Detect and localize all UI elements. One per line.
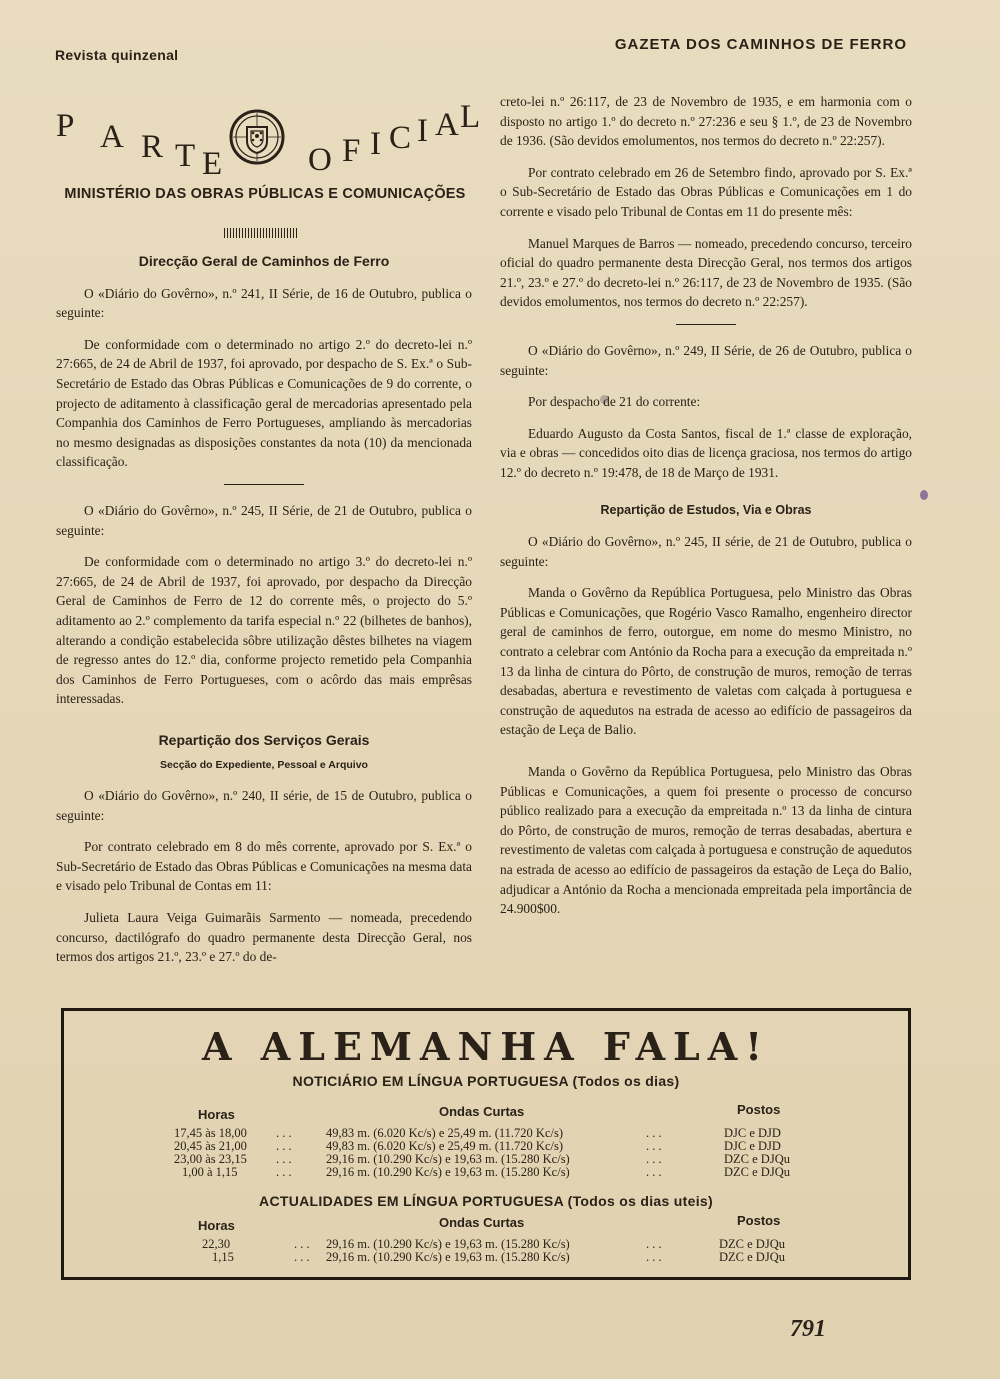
header-publication-title: GAZETA DOS CAMINHOS DE FERRO — [614, 36, 907, 53]
paragraph: O «Diário do Govêrno», n.º 245, II série, de 21 de Outubro, publica o seguinte: — [500, 534, 912, 569]
paragraph: O «Diário do Govêrno», n.º 249, II Série, de 26 de Outubro, publica o seguinte: — [500, 342, 912, 378]
schedule-dots: . . . — [276, 1139, 292, 1153]
schedule-dots: . . . — [646, 1152, 662, 1166]
schedule-horas: 22,30 — [202, 1237, 231, 1251]
masthead-letter: R — [141, 129, 164, 165]
paragraph: Julieta Laura Veiga Guimarãis Sarmento — nomeada, precedendo concurso, dactilógrafo do quadro permanente desta Direcção Geral, nos termos dos artigos 21.º, 23.º e 27.º do de- — [56, 910, 472, 965]
right-column — [500, 92, 912, 931]
masthead-letter: P — [56, 108, 75, 144]
masthead-letter: T — [175, 138, 196, 174]
ministry-title: MINISTÉRIO DAS OBRAS PÚBLICAS E COMUNICAÇÕES — [64, 186, 466, 202]
schedule-postos: DZC e DJQu — [719, 1250, 785, 1264]
schedule-row — [64, 1166, 904, 1179]
schedule-ondas: 49,83 m. (6.020 Kc/s) e 25,49 m. (11.720 Kc/s) — [326, 1139, 564, 1153]
schedule-postos: DJC e DJD — [724, 1126, 781, 1140]
masthead-letter: O — [308, 142, 332, 178]
masthead-letter: A — [435, 107, 459, 143]
paragraph: Manuel Marques de Barros — nomeado, precedendo concurso, terceiro oficial do quadro permanente desta Direcção Geral, nos termos dos artigos 21.º, 23.º e 27.º do decreto-lei n.º 26:117, de 23 de Novembro de 1935. (São devidos emolumentos, nos termos do decreto n.º 22:257). — [500, 235, 912, 310]
paragraph: Manda o Govêrno da República Portuguesa, pelo Ministro das Obras Públicas e Comunicações, a quem foi presente o processo de concurso público realizado para a execução da empreitada n.º 13 da linha de cintura do Pôrto, de construção de muros, remoção de terras desabadas, abertura e revestimento de valetas com calçada à portuguesa e construção de aquedutos na estrada de acesso ao edifício de passageiros da estação de Leça do Balio, adjudicar a António da Rocha a mencionada empreitada pela importância de 24.900$00. — [500, 764, 912, 917]
schedule-dots: . . . — [276, 1126, 292, 1140]
section-heading: Repartição de Estudos, Via e Obras — [600, 502, 812, 517]
section-subheading: Secção do Expediente, Pessoal e Arquivo — [160, 759, 368, 772]
section-heading: Direcção Geral de Caminhos de Ferro — [138, 253, 390, 269]
paragraph: Por contrato celebrado em 8 do mês corrente, aprovado por S. Ex.ª o Sub-Secretário de Estado das Obras Públicas e Comunicações na mesma data e visado pelo Tribunal de Contas em 11: — [56, 839, 472, 894]
masthead-letter: I — [370, 126, 381, 162]
schedule-dots: . . . — [276, 1152, 292, 1166]
masthead-letter: I — [417, 113, 428, 149]
paragraph: O «Diário do Govêrno», n.º 241, II Série, de 16 de Outubro, publica o seguinte: — [56, 285, 472, 321]
schedule-dots: . . . — [646, 1237, 662, 1251]
ad-section-title: ACTUALIDADES EM LÍNGUA PORTUGUESA (Todos os dias uteis) — [259, 1193, 713, 1209]
column-header-horas: Horas — [198, 1218, 235, 1233]
paper-stain — [920, 490, 928, 500]
masthead-letter: C — [389, 120, 412, 156]
schedule-horas: 1,15 — [212, 1250, 234, 1264]
paragraph: De conformidade com o determinado no artigo 3.º do decreto-lei n.º 27:665, de 24 de Abril de 1937, foi aprovado, por despacho da Direcção Geral de Caminhos de Ferro de 12 do corrente mês, o projecto do 5.º aditamento ao 2.º complemento da tarifa especial n.º 22 (bilhetes de banhos), alterando a condição estabelecida sôbre utilização dêstes bilhetes na viagem de regresso antes do 12.º dia, conforme projecto remetido pela Companhia dos Caminhos de Ferro Portugueses, com o acôrdo das mais emprêsas interessadas. — [56, 554, 472, 707]
header-periodicity: Revista quinzenal — [55, 47, 179, 63]
schedule-ondas: 29,16 m. (10.290 Kc/s) e 19,63 m. (15.280 Kc/s) — [326, 1165, 570, 1179]
column-header-postos: Postos — [737, 1102, 781, 1117]
masthead-letter: F — [342, 133, 361, 169]
schedule-postos: DZC e DJQu — [719, 1237, 785, 1251]
schedule-ondas: 49,83 m. (6.020 Kc/s) e 25,49 m. (11.720 Kc/s) — [326, 1126, 564, 1140]
schedule-dots: . . . — [646, 1126, 662, 1140]
schedule-dots: . . . — [294, 1250, 310, 1264]
section-divider — [676, 324, 736, 325]
schedule-postos: DZC e DJQu — [724, 1152, 790, 1166]
paragraph: Por contrato celebrado em 26 de Setembro findo, aprovado por S. Ex.ª o Sub-Secretário de Estado das Obras Públicas e Comunicações em 1 do corrente e visado pelo Tribunal de Contas em 11 do presente mês: — [500, 164, 912, 219]
coat-of-arms-icon — [228, 108, 286, 166]
column-header-ondas: Ondas Curtas — [439, 1215, 525, 1230]
paragraph: O «Diário do Govêrno», n.º 240, II série, de 15 de Outubro, publica o seguinte: — [56, 788, 472, 823]
schedule-row — [64, 1251, 904, 1264]
column-header-horas: Horas — [198, 1107, 235, 1122]
schedule-horas: 1,00 à 1,15 — [182, 1165, 238, 1179]
schedule-horas: 20,45 às 21,00 — [174, 1139, 247, 1153]
ad-section-title: NOTICIÁRIO EM LÍNGUA PORTUGUESA (Todos os dias) — [292, 1073, 680, 1089]
schedule-ondas: 29,16 m. (10.290 Kc/s) e 19,63 m. (15.280 Kc/s) — [326, 1250, 570, 1264]
schedule-dots: . . . — [646, 1139, 662, 1153]
ad-title: A ALEMANHA FALA! — [202, 1024, 770, 1069]
masthead-letter: E — [202, 146, 223, 182]
schedule-postos: DZC e DJQu — [724, 1165, 790, 1179]
section-heading: Repartição dos Serviços Gerais — [158, 731, 370, 748]
schedule-ondas: 29,16 m. (10.290 Kc/s) e 19,63 m. (15.280 Kc/s) — [326, 1152, 570, 1166]
section-divider — [224, 484, 304, 485]
column-header-postos: Postos — [737, 1213, 781, 1228]
parte-oficial-masthead — [52, 99, 481, 190]
hatched-divider — [224, 228, 299, 238]
masthead-letter: L — [460, 99, 481, 135]
paragraph: creto-lei n.º 26:117, de 23 de Novembro de 1935, e em harmonia com o disposto no artigo 1.º do decreto n.º 27:236 e seu § 1.º, de 23 de Novembro de 1936. (São devidos emolumentos, nos termos do decreto n.º 22:257). — [500, 94, 912, 149]
left-column — [56, 250, 472, 979]
column-header-ondas: Ondas Curtas — [439, 1104, 525, 1119]
page-number: 791 — [790, 1316, 826, 1342]
schedule-horas: 17,45 às 18,00 — [174, 1126, 247, 1140]
paragraph: Eduardo Augusto da Costa Santos, fiscal de 1.ª classe de exploração, via e obras — concedidos oito dias de licença graciosa, nos termos do artigo 12.º do decreto n.º 19:478, de 18 de Março de 1931. — [500, 425, 912, 480]
paragraph: O «Diário do Govêrno», n.º 245, II Série, de 21 de Outubro, publica o seguinte: — [56, 502, 472, 538]
schedule-dots: . . . — [276, 1165, 292, 1179]
schedule-horas: 23,00 às 23,15 — [174, 1152, 247, 1166]
schedule-ondas: 29,16 m. (10.290 Kc/s) e 19,63 m. (15.280 Kc/s) — [326, 1237, 570, 1251]
schedule-dots: . . . — [294, 1237, 310, 1251]
masthead-letter: A — [100, 119, 124, 155]
schedule-postos: DJC e DJD — [724, 1139, 781, 1153]
schedule-dots: . . . — [646, 1250, 662, 1264]
schedule-dots: . . . — [646, 1165, 662, 1179]
paragraph: Manda o Govêrno da República Portuguesa, pelo Ministro das Obras Públicas e Comunicações, que Rogério Vasco Ramalho, engenheiro director geral de caminhos de ferro, outorgue, em nome do mesmo Ministro, no contrato a celebrar com António da Rocha para a execução da empreitada n.º 13 da linha de cintura do Pôrto, de construção de muros, remoção de terras desabadas, abertura e revestimento de valetas com calçada à portuguesa e construção de aquedutos na estrada de acesso ao edifício de passageiros da estação de Leça de Balio. — [500, 585, 912, 738]
paragraph: De conformidade com o determinado no artigo 2.º do decreto-lei n.º 27:665, de 24 de Abril de 1937, foi aprovado, por despacho de S. Ex.ª o Sub-Secretário de Estado das Obras Públicas e Comunicações de 9 do corrente, o projecto de aditamento à classificação geral de mercadorias apresentado pela Companhia dos Caminhos de Ferro Portugueses, ampliando às mercadorias no mesmo designadas as disposições constantes da nota (10) da mencionada classificação. — [56, 336, 472, 470]
radio-advertisement — [61, 1008, 911, 1280]
paragraph: Por despacho de 21 do corrente: — [528, 394, 701, 410]
